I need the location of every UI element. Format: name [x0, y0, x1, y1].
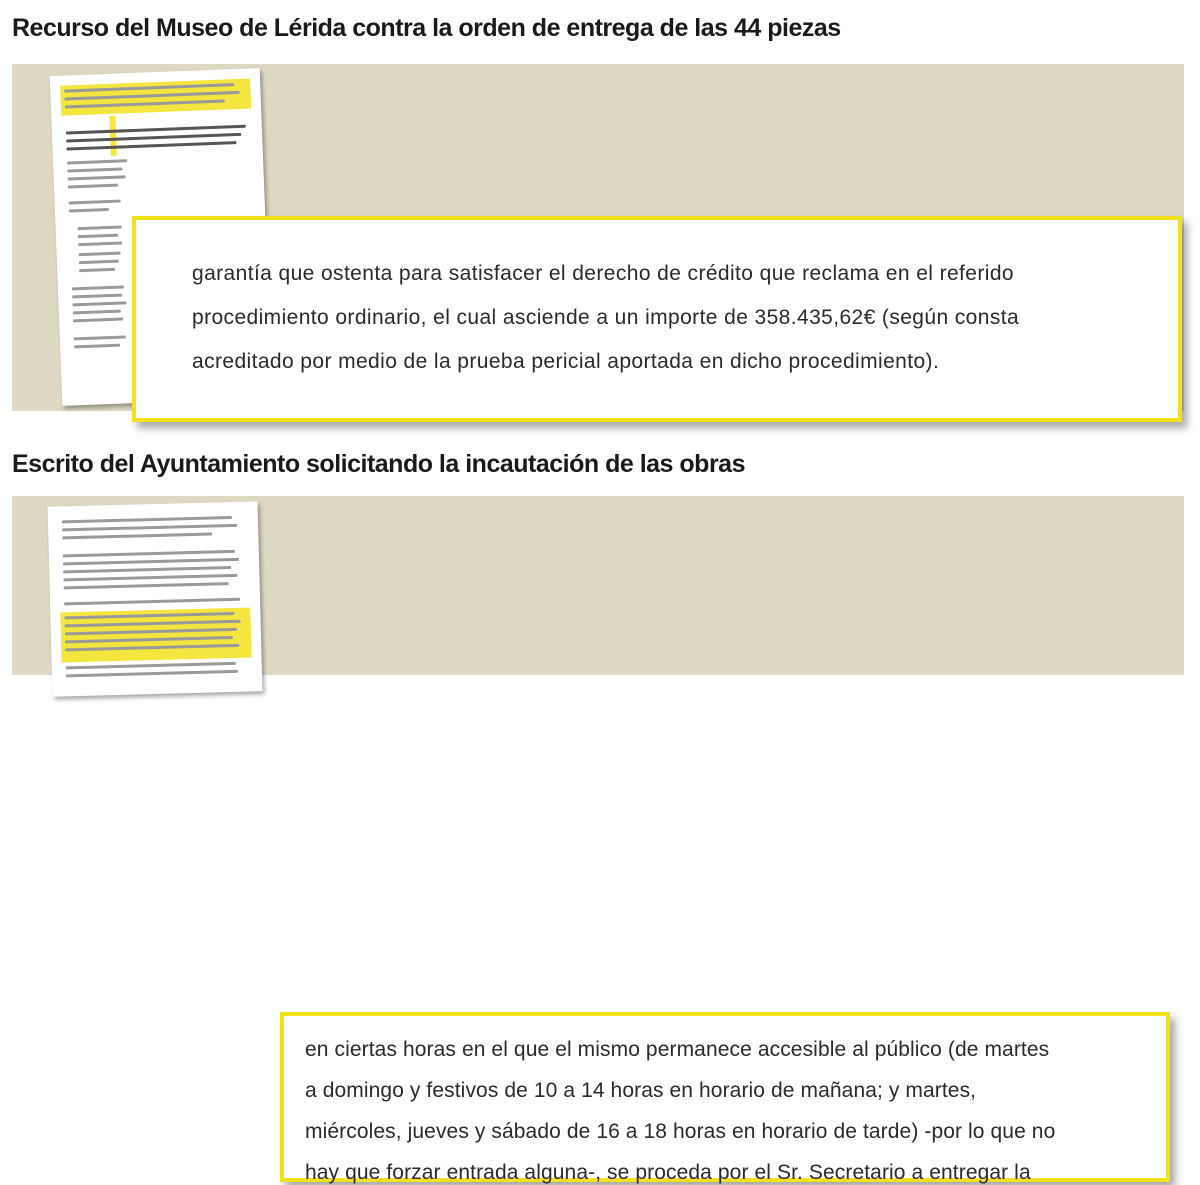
document-panel-1 [12, 64, 1184, 411]
quote-line: en ciertas horas en el que el mismo permanece accesible al público (de martes [305, 1038, 1050, 1061]
section-2-title: Escrito del Ayuntamiento solicitando la incautación de las obras [12, 450, 745, 478]
quote-line: garantía que ostenta para satisfacer el derecho de crédito que reclama en el referido [192, 262, 1014, 285]
quote-line: a domingo y festivos de 10 a 14 horas en horario de mañana; y martes, [305, 1079, 977, 1102]
quote-line: miércoles, jueves y sábado de 16 a 18 horas en horario de tarde) -por lo que no [305, 1120, 1056, 1143]
quote-box [132, 216, 1182, 422]
quote-line: acreditado por medio de la prueba pericial aportada en dicho procedimiento). [192, 350, 940, 373]
quote-line: hay que forzar entrada alguna-, se proceda por el Sr. Secretario a entregar la [305, 1161, 1031, 1184]
document-panel-2 [12, 496, 1184, 1184]
quote-box [280, 1012, 1170, 1182]
section-1-title: Recurso del Museo de Lérida contra la orden de entrega de las 44 piezas [12, 14, 841, 42]
document-thumbnail [48, 501, 263, 696]
quote-line: procedimiento ordinario, el cual asciende a un importe de 358.435,62€ (según consta [192, 306, 1020, 329]
